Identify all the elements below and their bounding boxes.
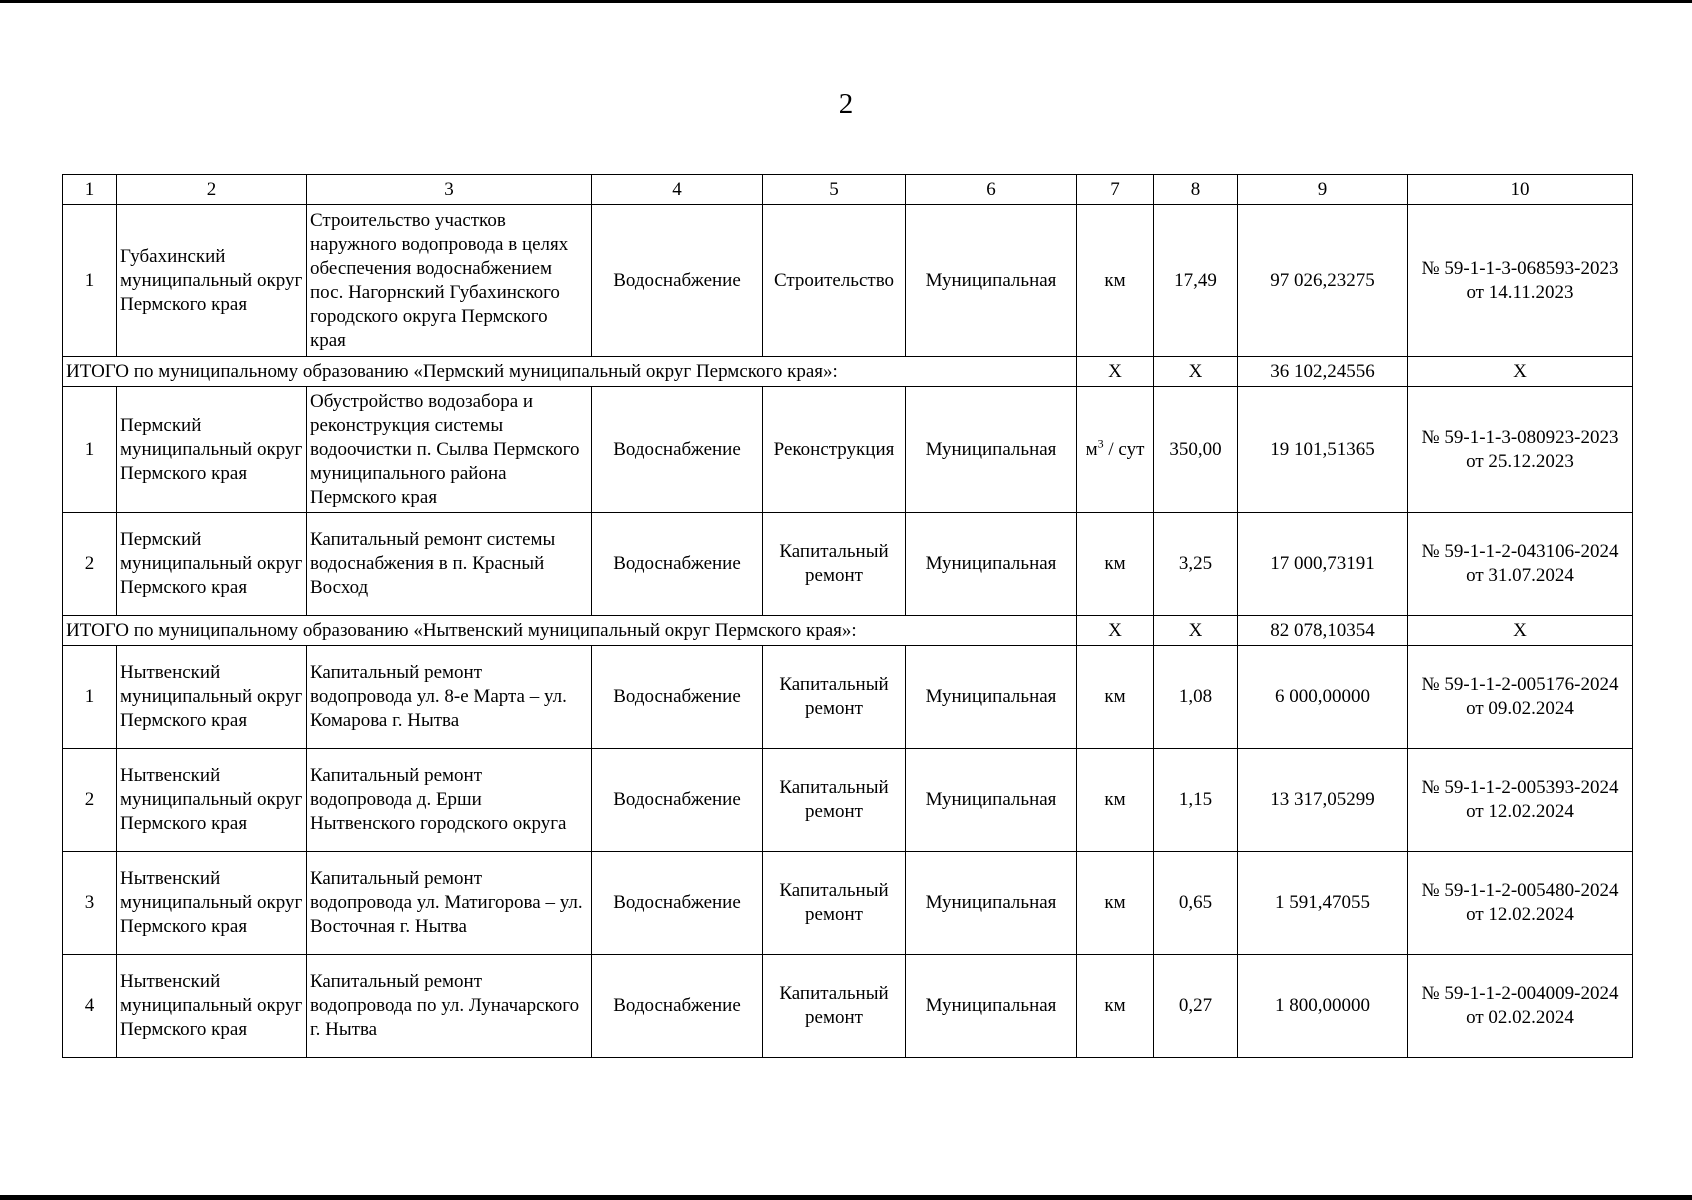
unit-cubic-meters-per-day: $м^3$ / сут	[1085, 436, 1145, 460]
unit-cell: X	[1077, 357, 1154, 387]
capacity-cell: 1,15	[1154, 749, 1238, 852]
conclusion-cell	[1408, 205, 1633, 357]
conclusion-date: от 14.11.2023	[1466, 281, 1574, 303]
row-number: 1	[63, 205, 117, 357]
sphere-cell: Водоснабжение	[592, 646, 763, 749]
table-row	[63, 955, 1633, 1058]
conclusion-date: от 12.02.2024	[1466, 904, 1574, 925]
ownership-cell: Муниципальная	[906, 205, 1077, 357]
column-number: 2	[117, 175, 307, 205]
conclusion-cell	[1408, 852, 1633, 955]
cost-cell: 36 102,24556	[1238, 357, 1408, 387]
conclusion-date: от 02.02.2024	[1466, 1007, 1574, 1028]
column-number: 7	[1077, 175, 1154, 205]
object-cell: Капитальный ремонт системы водоснабжения в п. Красный Восход	[307, 513, 592, 616]
table-row	[63, 513, 1633, 616]
work-type-cell: Капитальный ремонт	[763, 513, 906, 616]
conclusion-cell	[1408, 646, 1633, 749]
conclusion-cell	[1408, 387, 1633, 513]
row-number: 1	[63, 646, 117, 749]
cost-cell: 6 000,00000	[1238, 646, 1408, 749]
ownership-cell: Муниципальная	[906, 387, 1077, 513]
conclusion-date: от 12.02.2024	[1466, 801, 1574, 822]
cost-cell: 13 317,05299	[1238, 749, 1408, 852]
object-cell: Капитальный ремонт водопровода по ул. Луначарского г. Нытва	[307, 955, 592, 1058]
unit-cell: км	[1077, 955, 1154, 1058]
unit-cell: км	[1077, 513, 1154, 616]
column-number: 8	[1154, 175, 1238, 205]
ownership-cell: Муниципальная	[906, 646, 1077, 749]
table-row	[63, 205, 1633, 357]
sphere-cell: Водоснабжение	[592, 955, 763, 1058]
register-table	[62, 174, 1633, 1058]
ownership-cell: Муниципальная	[906, 513, 1077, 616]
conclusion-cell	[1408, 513, 1633, 616]
column-number-row	[63, 175, 1633, 205]
page-number: 2	[838, 88, 854, 120]
sphere-cell: Водоснабжение	[592, 513, 763, 616]
conclusion-date: от 25.12.2023	[1466, 450, 1574, 472]
work-type-cell: Капитальный ремонт	[763, 749, 906, 852]
conclusion-number: № 59-1-1-3-068593-2023	[1421, 257, 1619, 279]
cost-cell: 1 800,00000	[1238, 955, 1408, 1058]
total-row	[63, 616, 1633, 646]
conclusion-number: № 59-1-1-2-005176-2024	[1421, 674, 1619, 695]
conclusion-number: № 59-1-1-2-004009-2024	[1421, 983, 1619, 1004]
capacity-cell: 17,49	[1154, 205, 1238, 357]
ownership-cell: Муниципальная	[906, 749, 1077, 852]
conclusion-cell: X	[1408, 616, 1633, 646]
ownership-cell: Муниципальная	[906, 955, 1077, 1058]
total-label: ИТОГО по муниципальному образованию «Нытвенский муниципальный округ Пермского края»:	[63, 616, 1077, 646]
sphere-cell: Водоснабжение	[592, 749, 763, 852]
municipality-cell: Нытвенский муниципальный округ Пермского края	[117, 749, 307, 852]
municipality-cell: Нытвенский муниципальный округ Пермского края	[117, 955, 307, 1058]
row-number: 2	[63, 513, 117, 616]
ownership-cell: Муниципальная	[906, 852, 1077, 955]
unit-cell: км	[1077, 205, 1154, 357]
work-type-cell: Реконструкция	[763, 387, 906, 513]
row-number: 4	[63, 955, 117, 1058]
table-row	[63, 749, 1633, 852]
column-number: 6	[906, 175, 1077, 205]
cost-cell: 1 591,47055	[1238, 852, 1408, 955]
sphere-cell: Водоснабжение	[592, 387, 763, 513]
unit-cell: км	[1077, 646, 1154, 749]
conclusion-cell	[1408, 955, 1633, 1058]
conclusion-number: № 59-1-1-3-080923-2023	[1421, 426, 1619, 448]
row-number: 1	[63, 387, 117, 513]
municipality-cell: Нытвенский муниципальный округ Пермского края	[117, 852, 307, 955]
capacity-cell: X	[1154, 616, 1238, 646]
column-number: 10	[1408, 175, 1633, 205]
object-cell: Капитальный ремонт водопровода ул. Матигорова – ул. Восточная г. Нытва	[307, 852, 592, 955]
cost-cell: 19 101,51365	[1238, 387, 1408, 513]
capacity-cell: X	[1154, 357, 1238, 387]
capacity-cell: 0,27	[1154, 955, 1238, 1058]
row-number: 3	[63, 852, 117, 955]
conclusion-number: № 59-1-1-2-043106-2024	[1421, 541, 1619, 562]
work-type-cell: Капитальный ремонт	[763, 646, 906, 749]
conclusion-number: № 59-1-1-2-005480-2024	[1421, 880, 1619, 901]
object-cell: Капитальный ремонт водопровода д. Ерши Нытвенского городского округа	[307, 749, 592, 852]
scan-bottom-edge	[0, 1195, 1692, 1200]
sphere-cell: Водоснабжение	[592, 852, 763, 955]
capacity-cell: 1,08	[1154, 646, 1238, 749]
row-number: 2	[63, 749, 117, 852]
work-type-cell: Капитальный ремонт	[763, 852, 906, 955]
conclusion-cell	[1408, 749, 1633, 852]
column-number: 9	[1238, 175, 1408, 205]
capacity-cell: 350,00	[1154, 387, 1238, 513]
object-cell: Обустройство водозабора и реконструкция системы водоочистки п. Сылва Пермского муниципального района Пермского края	[307, 387, 592, 513]
cost-cell: 17 000,73191	[1238, 513, 1408, 616]
unit-cell: км	[1077, 852, 1154, 955]
cost-cell: 97 026,23275	[1238, 205, 1408, 357]
municipality-cell: Пермский муниципальный округ Пермского края	[117, 387, 307, 513]
work-type-cell: Строительство	[763, 205, 906, 357]
conclusion-cell: X	[1408, 357, 1633, 387]
conclusion-number: № 59-1-1-2-005393-2024	[1421, 777, 1619, 798]
capacity-cell: 0,65	[1154, 852, 1238, 955]
object-cell: Капитальный ремонт водопровода ул. 8-е Марта – ул. Комарова г. Нытва	[307, 646, 592, 749]
table-row	[63, 852, 1633, 955]
conclusion-date: от 31.07.2024	[1466, 565, 1574, 586]
scan-top-edge	[0, 0, 1692, 3]
municipality-cell: Пермский муниципальный округ Пермского края	[117, 513, 307, 616]
column-number: 3	[307, 175, 592, 205]
unit-cell: X	[1077, 616, 1154, 646]
table-row	[63, 646, 1633, 749]
column-number: 4	[592, 175, 763, 205]
unit-cell: км	[1077, 749, 1154, 852]
capacity-cell: 3,25	[1154, 513, 1238, 616]
conclusion-date: от 09.02.2024	[1466, 698, 1574, 719]
table-row	[63, 387, 1633, 513]
column-number: 1	[63, 175, 117, 205]
total-row	[63, 357, 1633, 387]
municipality-cell: Губахинский муниципальный округ Пермского края	[117, 205, 307, 357]
sphere-cell: Водоснабжение	[592, 205, 763, 357]
cost-cell: 82 078,10354	[1238, 616, 1408, 646]
total-label: ИТОГО по муниципальному образованию «Пермский муниципальный округ Пермского края»:	[63, 357, 1077, 387]
work-type-cell: Капитальный ремонт	[763, 955, 906, 1058]
object-cell: Строительство участков наружного водопровода в целях обеспечения водоснабжением пос. Нагорнский Губахинского городского округа Пермского края	[307, 205, 592, 357]
unit-cell	[1077, 387, 1154, 513]
unit-exponent: 3	[1097, 436, 1104, 451]
column-number: 5	[763, 175, 906, 205]
municipality-cell: Нытвенский муниципальный округ Пермского края	[117, 646, 307, 749]
